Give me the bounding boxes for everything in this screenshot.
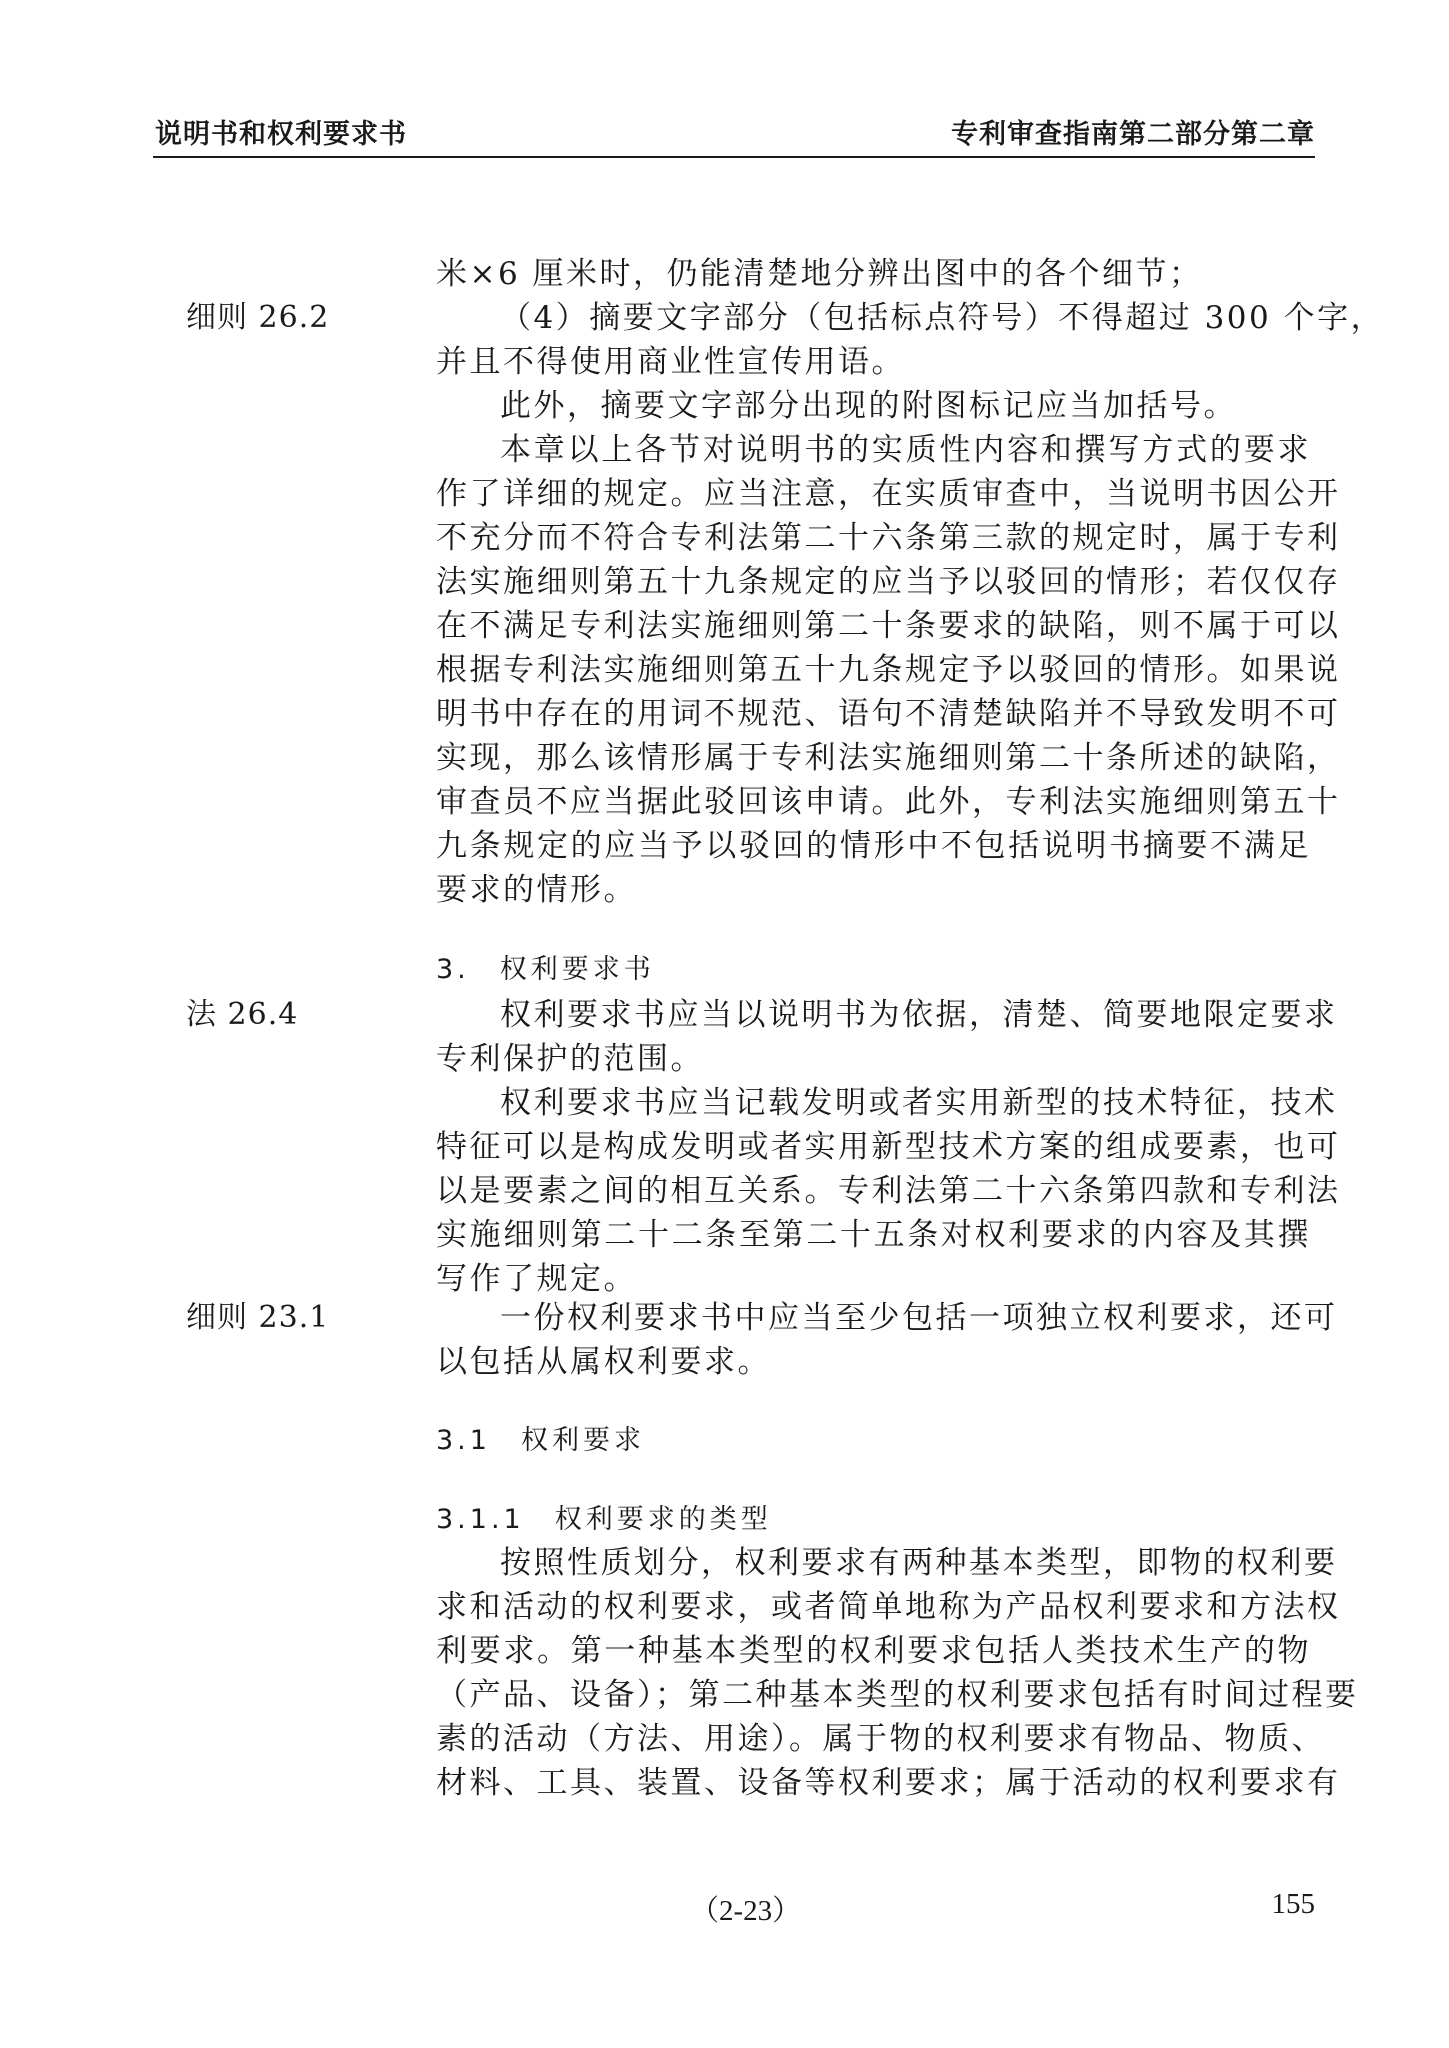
section-heading xyxy=(436,950,655,990)
text-line: 写作了规定。 xyxy=(436,1261,637,1297)
text-line: 素的活动（方法、用途）。属于物的权利要求有物品、物质、 xyxy=(436,1721,1325,1757)
text-line: 实现，那么该情形属于专利法实施细则第二十条所述的缺陷， xyxy=(436,740,1341,776)
text-line: （产品、设备）；第二种基本类型的权利要求包括有时间过程要 xyxy=(436,1677,1359,1713)
section-number: 3.1.1 xyxy=(436,1504,525,1535)
text-line: 求和活动的权利要求，或者简单地称为产品权利要求和方法权 xyxy=(436,1589,1341,1625)
section-title: 权利要求的类型 xyxy=(554,1504,772,1535)
section-number: 3. xyxy=(436,954,470,985)
running-header-right: 专利审查指南第二部分第二章 xyxy=(951,119,1315,150)
text-line: 权利要求书应当记载发明或者实用新型的技术特征，技术 xyxy=(500,1085,1338,1121)
text-line: 特征可以是构成发明或者实用新型技术方案的组成要素，也可 xyxy=(436,1129,1341,1165)
text-line: 明书中存在的用词不规范、语句不清楚缺陷并不导致发明不可 xyxy=(436,696,1341,732)
subsection-heading xyxy=(436,1421,645,1461)
section-title: 权利要求 xyxy=(520,1425,645,1456)
margin-note: 细则 23.1 xyxy=(186,1300,330,1335)
running-header-left: 说明书和权利要求书 xyxy=(155,119,407,150)
text-line: 本章以上各节对说明书的实质性内容和撰写方式的要求 xyxy=(500,432,1311,468)
text-line: 根据专利法实施细则第五十九条规定予以驳回的情形。如果说 xyxy=(436,652,1341,688)
text-line: 米×6 厘米时，仍能清楚地分辨出图中的各个细节； xyxy=(436,256,1203,292)
text-line: 此外，摘要文字部分出现的附图标记应当加括号。 xyxy=(500,388,1237,424)
section-page-ref: （2-23） xyxy=(690,1895,802,1927)
text-line: 审查员不应当据此驳回该申请。此外，专利法实施细则第五十 xyxy=(436,784,1341,820)
text-line: 利要求。第一种基本类型的权利要求包括人类技术生产的物 xyxy=(436,1633,1311,1669)
text-line: （4）摘要文字部分（包括标点符号）不得超过 300 个字， xyxy=(500,300,1385,336)
text-line: 法实施细则第五十九条规定的应当予以驳回的情形；若仅仅存 xyxy=(436,564,1341,600)
header-rule xyxy=(153,156,1315,158)
section-number: 3.1 xyxy=(436,1425,491,1456)
text-line: 按照性质划分，权利要求有两种基本类型，即物的权利要 xyxy=(500,1545,1338,1581)
text-line: 不充分而不符合专利法第二十六条第三款的规定时，属于专利 xyxy=(436,520,1341,556)
text-line: 并且不得使用商业性宣传用语。 xyxy=(436,344,905,380)
text-line: 实施细则第二十二条至第二十五条对权利要求的内容及其撰 xyxy=(436,1217,1311,1253)
text-line: 作了详细的规定。应当注意，在实质审查中，当说明书因公开 xyxy=(436,476,1341,512)
subsubsection-heading xyxy=(436,1500,772,1540)
text-line: 在不满足专利法实施细则第二十条要求的缺陷，则不属于可以 xyxy=(436,608,1341,644)
text-line: 以包括从属权利要求。 xyxy=(436,1344,771,1380)
text-line: 专利保护的范围。 xyxy=(436,1041,704,1077)
margin-note: 法 26.4 xyxy=(186,997,299,1032)
text-line: 九条规定的应当予以驳回的情形中不包括说明书摘要不满足 xyxy=(436,828,1311,864)
text-line: 以是要素之间的相互关系。专利法第二十六条第四款和专利法 xyxy=(436,1173,1341,1209)
margin-note: 细则 26.2 xyxy=(186,300,330,335)
text-line: 材料、工具、装置、设备等权利要求；属于活动的权利要求有 xyxy=(436,1765,1341,1801)
text-line: 一份权利要求书中应当至少包括一项独立权利要求，还可 xyxy=(500,1300,1338,1336)
section-title: 权利要求书 xyxy=(499,954,655,985)
page-number: 155 xyxy=(1271,1888,1315,1920)
text-line: 权利要求书应当以说明书为依据，清楚、简要地限定要求 xyxy=(500,997,1338,1033)
text-line: 要求的情形。 xyxy=(436,872,637,908)
